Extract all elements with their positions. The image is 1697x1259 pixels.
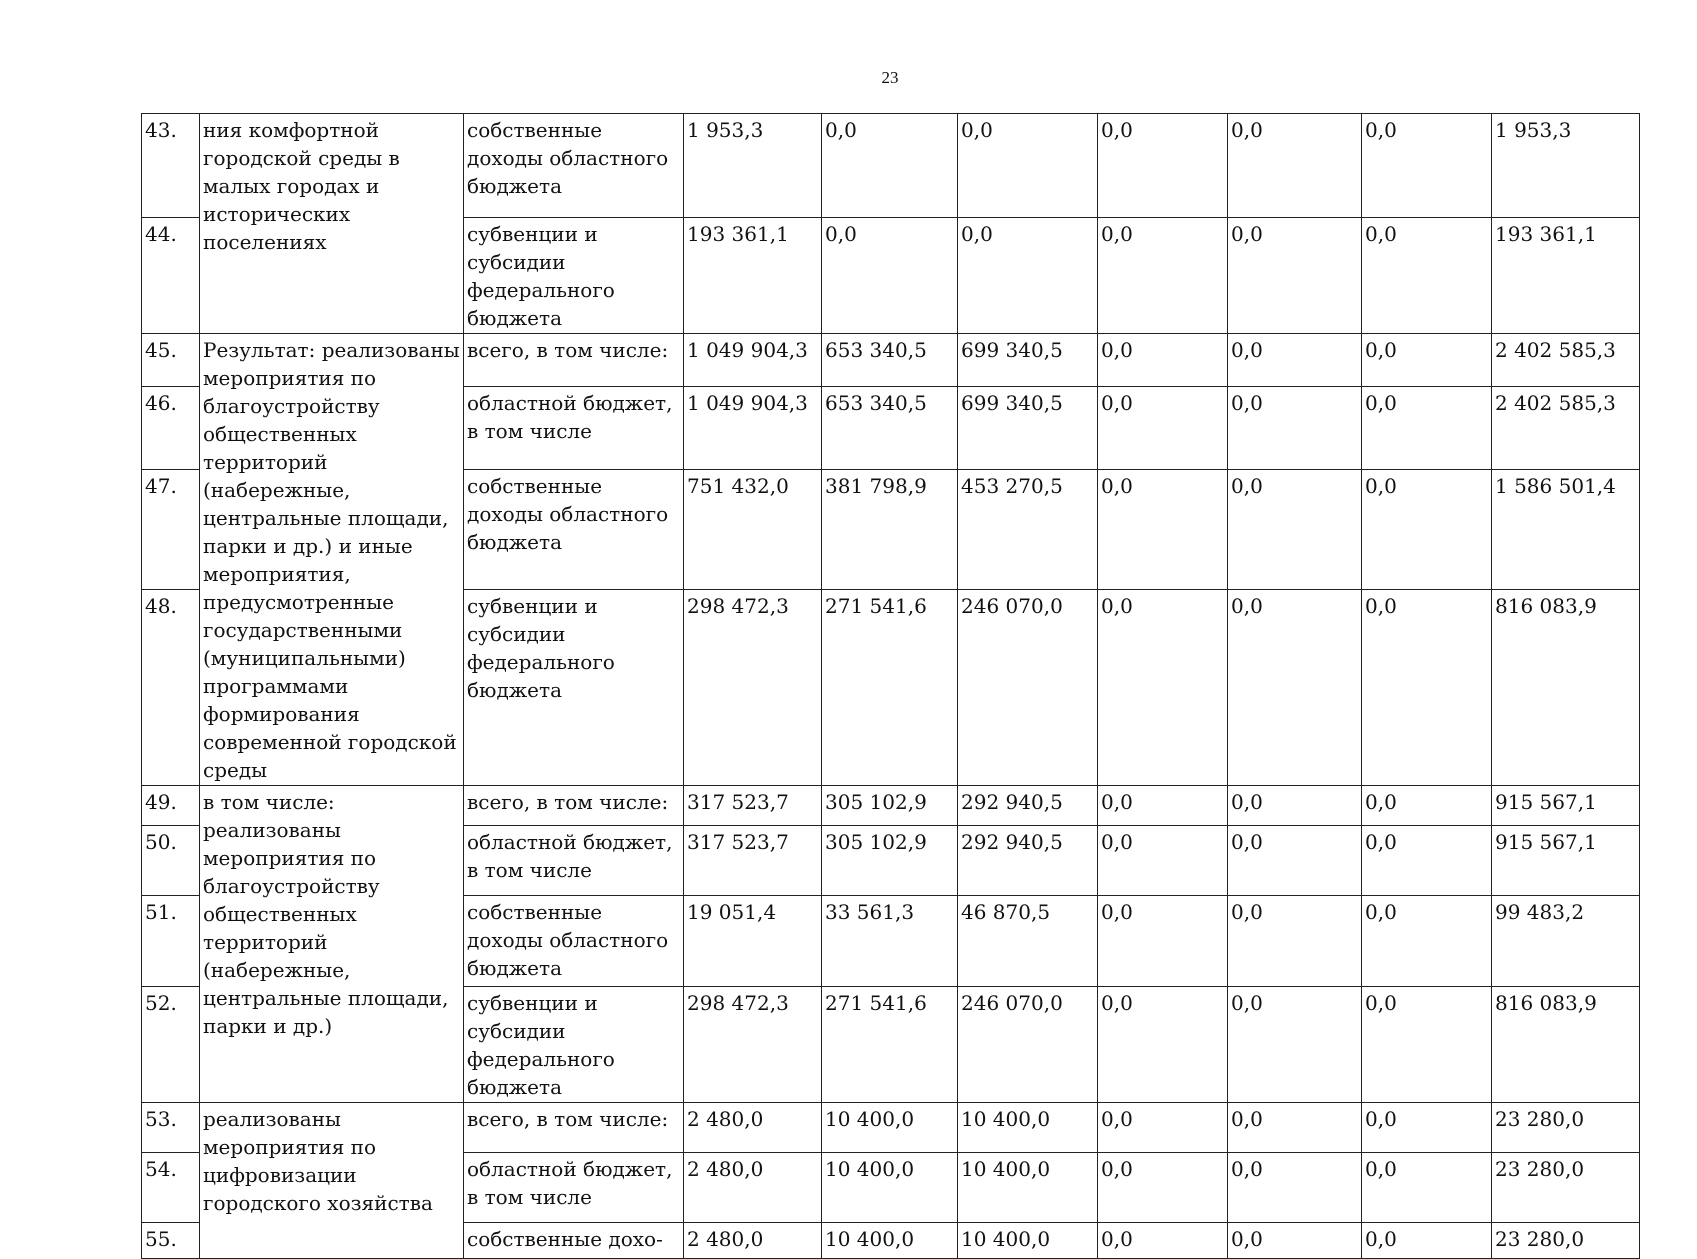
value-cell: 305 102,9 [822,826,958,896]
funding-source: всего, в том числе: [464,334,684,387]
funding-source: субвенции и субсидии федерального бюджета [464,590,684,786]
value-cell: 298 472,3 [684,987,822,1103]
value-cell: 0,0 [1362,470,1492,590]
row-number: 51. [142,896,200,987]
row-number: 46. [142,386,200,469]
value-cell: 0,0 [1228,386,1362,469]
funding-source: всего, в том числе: [464,1103,684,1153]
value-cell: 0,0 [1228,334,1362,387]
value-cell: 0,0 [1228,826,1362,896]
value-cell: 0,0 [1362,386,1492,469]
row-number: 50. [142,826,200,896]
value-cell: 2 480,0 [684,1103,822,1153]
row-number: 47. [142,470,200,590]
value-cell: 381 798,9 [822,470,958,590]
value-total: 816 083,9 [1492,987,1640,1103]
value-cell: 0,0 [1098,334,1228,387]
value-cell: 0,0 [1098,386,1228,469]
value-cell: 0,0 [1362,1153,1492,1223]
value-cell: 0,0 [1228,218,1362,334]
table-body [142,114,1640,1259]
value-cell: 33 561,3 [822,896,958,987]
budget-table [141,113,1640,1259]
value-cell: 0,0 [1228,114,1362,218]
funding-source: субвенции и субсидии федерального бюджета [464,987,684,1103]
value-cell: 1 953,3 [684,114,822,218]
funding-source: собственные доходы областного бюджета [464,470,684,590]
funding-source: собственные доходы областного бюджета [464,114,684,218]
value-cell: 1 049 904,3 [684,334,822,387]
value-cell: 0,0 [1362,114,1492,218]
value-cell: 2 480,0 [684,1223,822,1259]
value-cell: 0,0 [1098,987,1228,1103]
funding-source: субвенции и субсидии федерального бюджета [464,218,684,334]
value-cell: 0,0 [1098,590,1228,786]
value-cell: 317 523,7 [684,786,822,826]
value-total: 2 402 585,3 [1492,334,1640,387]
row-number: 48. [142,590,200,786]
value-cell: 10 400,0 [958,1223,1098,1259]
value-total: 23 280,0 [1492,1223,1640,1259]
value-total: 23 280,0 [1492,1153,1640,1223]
table-row [142,1103,1640,1153]
value-cell: 653 340,5 [822,386,958,469]
value-cell: 0,0 [1362,218,1492,334]
value-cell: 0,0 [1228,1153,1362,1223]
funding-source: областной бюджет, в том числе [464,826,684,896]
value-cell: 0,0 [1098,218,1228,334]
value-cell: 193 361,1 [684,218,822,334]
table-row [142,786,1640,826]
row-number: 52. [142,987,200,1103]
value-cell: 653 340,5 [822,334,958,387]
value-cell: 2 480,0 [684,1153,822,1223]
value-cell: 0,0 [822,114,958,218]
value-cell: 0,0 [1098,114,1228,218]
page-number: 23 [881,68,899,87]
row-number: 43. [142,114,200,218]
value-cell: 0,0 [1098,470,1228,590]
value-cell: 0,0 [1228,1103,1362,1153]
funding-source: собственные дохо- [464,1223,684,1259]
value-cell: 0,0 [1362,786,1492,826]
value-total: 2 402 585,3 [1492,386,1640,469]
value-cell: 0,0 [958,114,1098,218]
funding-source: собственные доходы областного бюджета [464,896,684,987]
value-cell: 10 400,0 [958,1103,1098,1153]
value-cell: 10 400,0 [958,1153,1098,1223]
value-cell: 0,0 [1362,896,1492,987]
table-row [142,114,1640,218]
value-cell: 19 051,4 [684,896,822,987]
value-cell: 0,0 [1228,896,1362,987]
funding-source: областной бюджет, в том числе [464,1153,684,1223]
row-number: 49. [142,786,200,826]
value-total: 915 567,1 [1492,786,1640,826]
value-cell: 305 102,9 [822,786,958,826]
value-cell: 1 049 904,3 [684,386,822,469]
value-cell: 0,0 [1362,334,1492,387]
value-total: 1 586 501,4 [1492,470,1640,590]
value-cell: 0,0 [1228,1223,1362,1259]
value-cell: 0,0 [1228,470,1362,590]
value-cell: 0,0 [1098,826,1228,896]
value-cell: 0,0 [1098,896,1228,987]
measure-description: в том числе: реализованы мероприятия по благоустройству общественных территорий (набережные, центральные площади, парки и др.) [200,786,464,1103]
value-total: 816 083,9 [1492,590,1640,786]
value-cell: 317 523,7 [684,826,822,896]
row-number: 44. [142,218,200,334]
value-total: 23 280,0 [1492,1103,1640,1153]
value-cell: 453 270,5 [958,470,1098,590]
value-cell: 292 940,5 [958,826,1098,896]
value-cell: 0,0 [1228,987,1362,1103]
value-cell: 0,0 [1362,590,1492,786]
value-cell: 0,0 [1098,1153,1228,1223]
value-cell: 292 940,5 [958,786,1098,826]
value-total: 1 953,3 [1492,114,1640,218]
value-cell: 271 541,6 [822,987,958,1103]
value-cell: 246 070,0 [958,987,1098,1103]
value-cell: 0,0 [1098,1223,1228,1259]
value-cell: 0,0 [1362,987,1492,1103]
measure-description: ния комфортной городской среды в малых городах и исторических поселениях [200,114,464,334]
value-cell: 246 070,0 [958,590,1098,786]
value-total: 99 483,2 [1492,896,1640,987]
value-cell: 699 340,5 [958,386,1098,469]
value-cell: 271 541,6 [822,590,958,786]
value-cell: 0,0 [1362,826,1492,896]
funding-source: всего, в том числе: [464,786,684,826]
value-cell: 10 400,0 [822,1223,958,1259]
value-total: 193 361,1 [1492,218,1640,334]
row-number: 54. [142,1153,200,1223]
value-cell: 10 400,0 [822,1103,958,1153]
funding-source: областной бюджет, в том числе [464,386,684,469]
value-cell: 10 400,0 [822,1153,958,1223]
row-number: 45. [142,334,200,387]
value-cell: 0,0 [1098,786,1228,826]
value-cell: 0,0 [1228,590,1362,786]
row-number: 55. [142,1223,200,1259]
value-cell: 699 340,5 [958,334,1098,387]
value-cell: 0,0 [1362,1103,1492,1153]
table-row [142,334,1640,387]
measure-description: Результат: реализованы мероприятия по благоустройству общественных территорий (набережные, центральные площади, парки и др.) и иные мероприятия, предусмотренные государственными (муниципальными) программами формирования современной городской среды [200,334,464,786]
value-cell: 298 472,3 [684,590,822,786]
value-cell: 0,0 [1362,1223,1492,1259]
row-number: 53. [142,1103,200,1153]
value-cell: 46 870,5 [958,896,1098,987]
value-cell: 0,0 [1098,1103,1228,1153]
value-cell: 0,0 [1228,786,1362,826]
value-cell: 0,0 [958,218,1098,334]
value-total: 915 567,1 [1492,826,1640,896]
value-cell: 751 432,0 [684,470,822,590]
measure-description: реализованы мероприятия по цифровизации городского хозяйства [200,1103,464,1259]
value-cell: 0,0 [822,218,958,334]
